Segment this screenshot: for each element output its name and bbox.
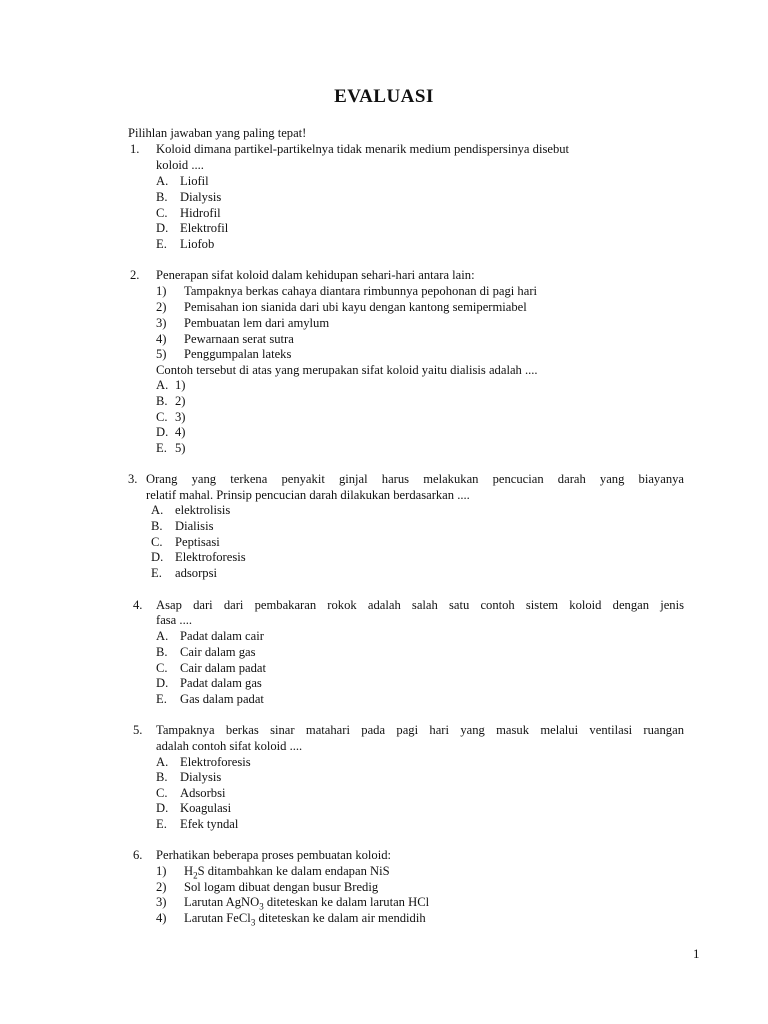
list-item: 1) Tampaknya berkas cahaya diantara rimbunnya pepohonan di pagi hari	[156, 284, 538, 298]
option[interactable]: E. Liofob	[156, 237, 215, 251]
option[interactable]: E. Gas dalam padat	[156, 692, 264, 706]
option[interactable]: C. Peptisasi	[151, 535, 220, 549]
list-item: 4) Larutan FeCl$_3$ diteteskan ke dalam air mendidih	[156, 911, 426, 928]
list-item: 3) Pembuatan lem dari amylum	[156, 316, 330, 330]
question-stem: Asap dari dari pembakaran rokok adalah salah satu contoh sistem koloid dengan jenis	[156, 598, 684, 612]
option[interactable]: D. Elektrofil	[156, 221, 229, 235]
list-item: 2) Pemisahan ion sianida dari ubi kayu dengan kantong semipermiabel	[156, 300, 527, 314]
question-stem: Penerapan sifat koloid dalam kehidupan sehari-hari antara lain:	[156, 268, 475, 282]
option[interactable]: D. Padat dalam gas	[156, 676, 262, 690]
question-number: 4.	[133, 598, 143, 612]
question-stem: Contoh tersebut di atas yang merupakan sifat koloid yaitu dialisis adalah ....	[156, 363, 538, 377]
option[interactable]: E. adsorpsi	[151, 566, 217, 580]
page-title: EVALUASI	[334, 86, 434, 107]
option[interactable]: C. Hidrofil	[156, 206, 221, 220]
option[interactable]: C. Cair dalam padat	[156, 661, 267, 675]
option[interactable]: A. elektrolisis	[151, 503, 231, 517]
option[interactable]: A. Padat dalam cair	[156, 629, 264, 643]
instruction-text: Pilihlan jawaban yang paling tepat!	[128, 126, 307, 140]
question-number: 2.	[130, 268, 140, 282]
list-item: 3) Larutan AgNO$_3$ diteteskan ke dalam larutan HCl	[156, 895, 430, 912]
question-stem: adalah contoh sifat koloid ....	[156, 739, 303, 753]
option[interactable]: D. Koagulasi	[156, 801, 232, 815]
question-number: 6.	[133, 848, 143, 862]
list-item: 5) Penggumpalan lateks	[156, 347, 292, 361]
option[interactable]: A. 1)	[156, 378, 186, 392]
option[interactable]: C. Adsorbsi	[156, 786, 226, 800]
question-number: 3.	[128, 472, 138, 486]
option[interactable]: B. Cair dalam gas	[156, 645, 256, 659]
option[interactable]: E. Efek tyndal	[156, 817, 239, 831]
option[interactable]: B. Dialysis	[156, 770, 222, 784]
option[interactable]: C. 3)	[156, 410, 186, 424]
option[interactable]: E. 5)	[156, 441, 186, 455]
question-stem: Tampaknya berkas sinar matahari pada pagi hari yang masuk melalui ventilasi ruangan	[156, 723, 684, 737]
question-stem: Orang yang terkena penyakit ginjal harus melakukan pencucian darah yang biayanya	[146, 472, 684, 486]
list-item: 4) Pewarnaan serat sutra	[156, 332, 294, 346]
option[interactable]: B. Dialysis	[156, 190, 222, 204]
option[interactable]: A. Liofil	[156, 174, 209, 188]
option[interactable]: B. 2)	[156, 394, 186, 408]
list-item: 2) Sol logam dibuat dengan busur Bredig	[156, 880, 379, 894]
question-stem: koloid ....	[156, 158, 204, 172]
question-stem: fasa ....	[156, 613, 193, 627]
option[interactable]: A. Elektroforesis	[156, 755, 251, 769]
option[interactable]: D. 4)	[156, 425, 186, 439]
option[interactable]: D. Elektroforesis	[151, 550, 246, 564]
question-number: 1.	[130, 142, 140, 156]
page-number: 1	[693, 946, 700, 961]
question-stem: relatif mahal. Prinsip pencucian darah dilakukan berdasarkan ....	[146, 488, 470, 502]
question-stem: Perhatikan beberapa proses pembuatan koloid:	[156, 848, 392, 862]
option[interactable]: B. Dialisis	[151, 519, 214, 533]
list-item: 1) $H_2S$ ditambahkan ke dalam endapan NiS	[156, 864, 390, 881]
question-number: 5.	[133, 723, 143, 737]
question-stem: Koloid dimana partikel-partikelnya tidak menarik medium pendispersinya disebut	[156, 142, 570, 156]
